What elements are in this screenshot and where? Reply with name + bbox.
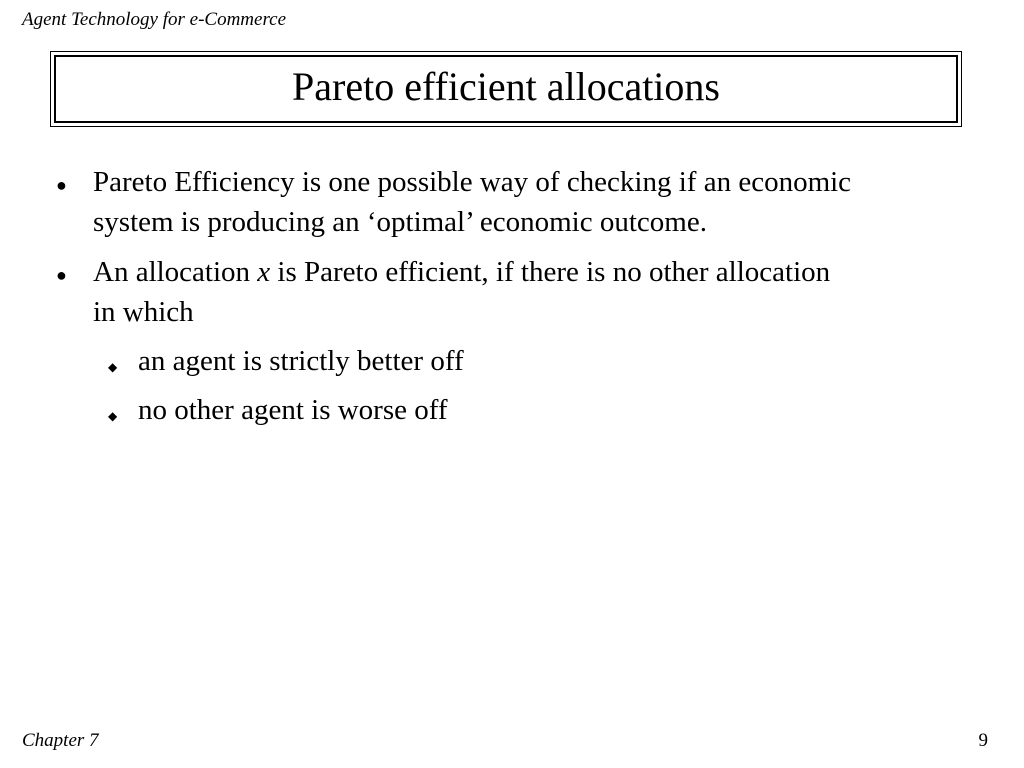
bullet-2-text-after: is Pareto efficient, if there is no other allocation — [270, 256, 831, 288]
sub-bullet-1: an agent is strictly better off — [138, 345, 464, 377]
page-number: 9 — [978, 730, 988, 751]
slide-title: Pareto efficient allocations — [292, 64, 720, 109]
bullet-1-line-2: system is producing an ‘optimal’ economic outcome. — [93, 206, 707, 238]
bullet-2-line-1 — [93, 252, 993, 292]
diamond-bullet-icon: ◆ — [108, 409, 118, 423]
footer-chapter: Chapter 7 — [22, 730, 99, 751]
diamond-bullet-icon: ◆ — [108, 360, 118, 374]
sub-bullet-2: no other agent is worse off — [138, 394, 448, 426]
bullet-dot-icon: ● — [56, 175, 67, 195]
bullet-dot-icon: ● — [56, 265, 67, 285]
bullet-1-line-1: Pareto Efficiency is one possible way of checking if an economic — [93, 166, 852, 198]
bullet-2-text-before: An allocation — [93, 256, 258, 288]
bullet-2-line-2: in which — [93, 296, 194, 328]
allocation-variable: x — [257, 256, 271, 288]
running-header: Agent Technology for e-Commerce — [22, 9, 287, 30]
